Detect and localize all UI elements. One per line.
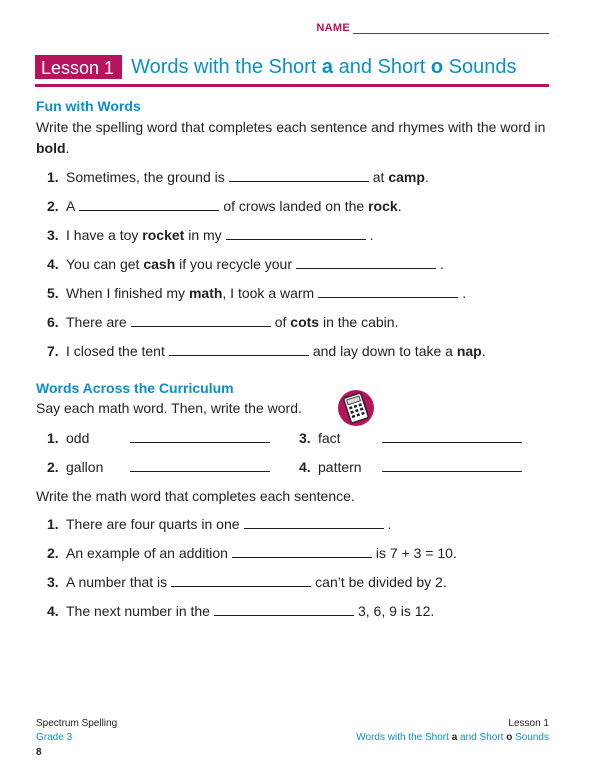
name-field-row bbox=[316, 22, 549, 34]
lesson-title-bar bbox=[35, 55, 549, 87]
sentence-item-2: 2. A of crows landed on the rock . bbox=[47, 198, 402, 214]
math-sentence-blank-2[interactable] bbox=[232, 546, 372, 558]
footer-lesson-number: Lesson 1 bbox=[508, 718, 549, 729]
section1-instructions: Write the spelling word that completes each sentence and rhymes with the word in bold. bbox=[36, 119, 546, 156]
footer-left bbox=[36, 717, 117, 745]
answer-blank-4[interactable] bbox=[296, 257, 436, 269]
sentence-item-7: 7. I closed the tent and lay down to take a nap . bbox=[47, 343, 486, 359]
math-sentence-blank-3[interactable] bbox=[171, 575, 311, 587]
math-sentence-item-2: 2. An example of an addition is 7 + 3 = 10. bbox=[47, 545, 457, 561]
answer-blank-2[interactable] bbox=[79, 199, 219, 211]
lesson-title: Words with the Short a and Short o Sounds bbox=[131, 56, 517, 78]
answer-blank-5[interactable] bbox=[318, 286, 458, 298]
sentence-item-3: 3. I have a toy rocket in my . bbox=[47, 227, 374, 243]
math-word-item-3: 3. fact bbox=[299, 429, 526, 447]
footer-lesson-title: Words with the Short a and Short o Sounds bbox=[356, 732, 549, 743]
math-word-blank-3[interactable] bbox=[382, 431, 522, 443]
sentence-item-6: 6. There are of cots in the cabin. bbox=[47, 314, 399, 330]
calculator-icon bbox=[338, 390, 374, 426]
sentence-item-1: 1. Sometimes, the ground is at camp . bbox=[47, 169, 429, 185]
sentence-item-4: 4. You can get cash if you recycle your . bbox=[47, 256, 444, 272]
math-word-blank-1[interactable] bbox=[130, 431, 270, 443]
section2-instructions-2: Write the math word that completes each sentence. bbox=[36, 488, 355, 504]
math-word-blank-4[interactable] bbox=[382, 460, 522, 472]
answer-blank-6[interactable] bbox=[131, 315, 271, 327]
math-word-item-4: 4. pattern bbox=[299, 458, 526, 476]
footer-book-title: Spectrum Spelling bbox=[36, 718, 118, 729]
math-sentence-item-4: 4. The next number in the 3, 6, 9 is 12. bbox=[47, 603, 435, 619]
math-word-item-2: 2. gallon bbox=[47, 458, 274, 476]
footer-right bbox=[356, 717, 549, 745]
lesson-number-badge: Lesson 1 bbox=[35, 55, 122, 79]
answer-blank-7[interactable] bbox=[169, 344, 309, 356]
math-sentence-item-1: 1. There are four quarts in one . bbox=[47, 516, 392, 532]
footer-grade: Grade 3 bbox=[36, 732, 73, 743]
answer-blank-1[interactable] bbox=[229, 170, 369, 182]
name-label: NAME bbox=[316, 22, 350, 34]
answer-blank-3[interactable] bbox=[226, 228, 366, 240]
math-sentence-blank-4[interactable] bbox=[214, 604, 354, 616]
page-number: 8 bbox=[36, 747, 42, 758]
name-line bbox=[353, 22, 549, 34]
section-heading-fun-with-words: Fun with Words bbox=[36, 98, 141, 114]
math-word-blank-2[interactable] bbox=[130, 460, 270, 472]
sentence-item-5: 5. When I finished my math , I took a warm . bbox=[47, 285, 467, 301]
math-sentence-blank-1[interactable] bbox=[244, 517, 384, 529]
math-sentence-item-3: 3. A number that is can’t be divided by 2. bbox=[47, 574, 447, 590]
section-heading-words-across-curriculum: Words Across the Curriculum bbox=[36, 380, 234, 396]
section2-instructions: Say each math word. Then, write the word. bbox=[36, 400, 302, 416]
math-word-item-1: 1. odd bbox=[47, 429, 274, 447]
